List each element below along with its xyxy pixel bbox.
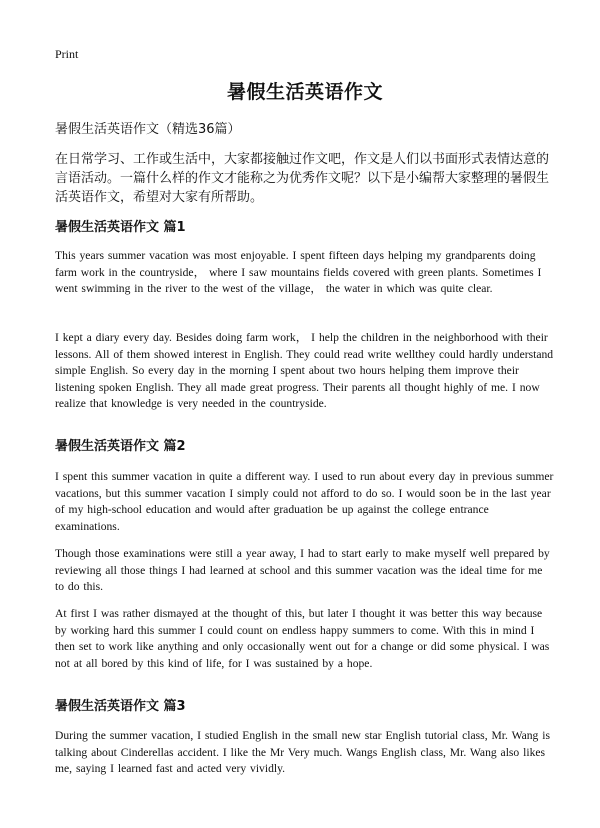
section-2-paragraph-1: I spent this summer vacation in quite a different way. I used to run about every day in previous summer vacations, but this summer vacation I simply could not afford to do so. I would soon be in the last year of my high-school education and would after graduation be up against the college entrance examinations. [55,470,554,533]
section-3-paragraph-1: During the summer vacation, I studied English in the small new star English tutorial class, Mr. Wang is talking about Cinderellas accident. I like the Mr Very much. Wangs English class, Mr. Wang also likes me, saying I learned fast and acted very vividly. [55,729,550,776]
document-title: 暑假生活英语作文 [226,81,383,103]
section-1-paragraph-1: This years summer vacation was most enjoyable. I spent fifteen days helping my grandparents doing farm work in the countryside， where I saw mountains fields covered with green plants. Sometimes I went swimming in the river to the west of the village， the water in which was quite clear. [55,249,542,296]
section-heading-1: 暑假生活英语作文 篇1 [55,220,186,235]
section-heading-2: 暑假生活英语作文 篇2 [55,439,186,454]
section-2-paragraph-2: Though those examinations were still a year away, I had to start early to make myself well prepared by reviewing all those things I had learned at school and this summer vacation was the ideal time for me to do this. [55,547,550,594]
section-1-paragraph-2: I kept a diary every day. Besides doing farm work， I help the children in the neighborhood with their lessons. All of them showed interest in English. They could read write wellthey could hardly understand simple English. So every day in the morning I spent about two hours helping them improve their listening spoken English. They all made great progress. Their parents all thought highly of me. I now realize that knowledge is very needed in the countryside. [55,331,554,411]
document-subtitle: 暑假生活英语作文（精选36篇） [55,122,241,137]
section-heading-3: 暑假生活英语作文 篇3 [55,699,186,714]
print-label: Print [55,47,79,61]
intro-paragraph: 在日常学习、工作或生活中，大家都接触过作文吧，作文是人们以书面形式表情达意的言语活动。一篇什么样的作文才能称之为优秀作文呢？以下是小编帮大家整理的暑假生活英语作文，希望对大家有所帮助。 [55,152,550,205]
section-2-paragraph-3: At first I was rather dismayed at the thought of this, but later I thought it was better this way because by working hard this summer I could count on endless happy summers to come. With this in mind I then set to work like anything and only occasionally went out for a change or did some physical. I was not at all bored by this kind of life, for I was sustained by a hope. [55,607,550,670]
